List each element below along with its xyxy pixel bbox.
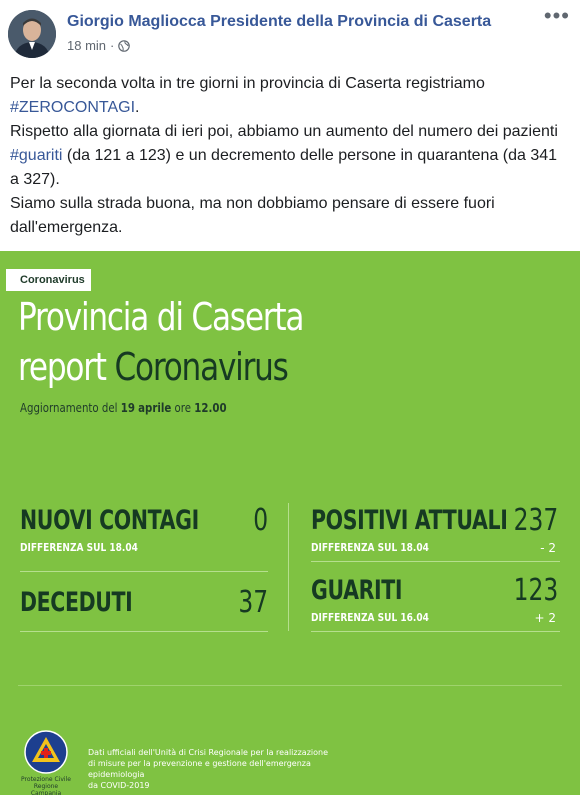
update-line xyxy=(20,401,227,415)
post-paragraph-1 xyxy=(10,72,570,120)
nuovi-contagi-sub: DIFFERENZA SUL 18.04 xyxy=(20,541,138,554)
divider-line xyxy=(311,631,560,632)
footer-divider xyxy=(18,685,562,686)
footer-text xyxy=(88,747,358,791)
update-time: 12.00 xyxy=(194,401,227,415)
globe-icon[interactable] xyxy=(118,40,130,52)
hashtag-zerocontagi[interactable]: #ZEROCONTAGI xyxy=(10,99,136,116)
post-paragraph-2 xyxy=(10,120,570,192)
post-text-line: Rispetto alla giornata di ieri poi, abbiamo un aumento del numero dei pazienti xyxy=(10,123,558,140)
hashtag-guariti[interactable]: #guariti xyxy=(10,147,63,164)
deceduti-value: 37 xyxy=(238,585,268,620)
avatar-image xyxy=(8,10,56,58)
positivi-attuali-value: 237 xyxy=(513,503,558,538)
post-text-line: . xyxy=(135,99,140,116)
post-meta xyxy=(67,38,130,53)
divider-line xyxy=(20,631,268,632)
positivi-attuali-sub: DIFFERENZA SUL 18.04 xyxy=(311,541,429,554)
nuovi-contagi-value: 0 xyxy=(253,503,268,538)
logo-caption-line: Regione Campania xyxy=(30,783,62,795)
post-text-line: (da 121 a 123) e un decremento delle persone in quarantena (da 341 a 327). xyxy=(10,147,558,188)
post-text-line: Per la seconda volta in tre giorni in provincia di Caserta registriamo xyxy=(10,75,485,92)
update-mid: ore xyxy=(171,401,195,415)
logo-caption-line: Protezione Civile xyxy=(21,776,71,783)
card-title-line1: Provincia di Caserta xyxy=(18,295,304,339)
update-prefix: Aggiornamento del xyxy=(20,401,121,415)
logo-caption xyxy=(20,776,72,795)
nuovi-contagi-label: NUOVI CONTAGI xyxy=(20,505,199,536)
coronavirus-badge: Coronavirus xyxy=(6,269,91,291)
positivi-attuali-diff: - 2 xyxy=(540,541,556,555)
guariti-sub: DIFFERENZA SUL 16.04 xyxy=(311,611,429,624)
guariti-label: GUARITI xyxy=(311,575,403,606)
divider-line xyxy=(311,561,560,562)
protezione-civile-logo xyxy=(20,729,72,795)
column-divider xyxy=(288,503,289,631)
card-title-coronavirus: Coronavirus xyxy=(114,345,288,389)
card-title-report: report xyxy=(18,345,115,389)
protezione-civile-emblem-icon xyxy=(23,729,69,775)
post-header xyxy=(0,0,580,68)
guariti-value: 123 xyxy=(513,573,558,608)
footer-line: di misure per la prevenzione e gestione dell'emergenza epidemiologia xyxy=(88,759,311,779)
more-options-icon[interactable]: ••• xyxy=(543,3,570,28)
positivi-attuali-label: POSITIVI ATTUALI xyxy=(311,505,508,536)
update-month: aprile xyxy=(138,401,172,415)
post-paragraph-3: Siamo sulla strada buona, ma non dobbiamo pensare di essere fuori dall'emergenza. xyxy=(10,195,495,236)
meta-separator: · xyxy=(110,38,115,53)
divider-line xyxy=(20,571,268,572)
footer-line: da COVID-2019 xyxy=(88,781,150,790)
post-text xyxy=(10,72,570,240)
report-card-image[interactable] xyxy=(0,251,580,795)
update-day: 19 xyxy=(120,401,135,415)
guariti-diff: + 2 xyxy=(534,611,556,625)
author-name[interactable]: Giorgio Magliocca Presidente della Provincia di Caserta xyxy=(67,13,492,30)
footer-line: Dati ufficiali dell'Unità di Crisi Regionale per la realizzazione xyxy=(88,748,328,757)
post-time[interactable]: 18 min xyxy=(67,38,107,53)
card-title-line2 xyxy=(18,345,288,389)
author-avatar[interactable] xyxy=(8,10,56,58)
deceduti-label: DECEDUTI xyxy=(20,587,133,618)
